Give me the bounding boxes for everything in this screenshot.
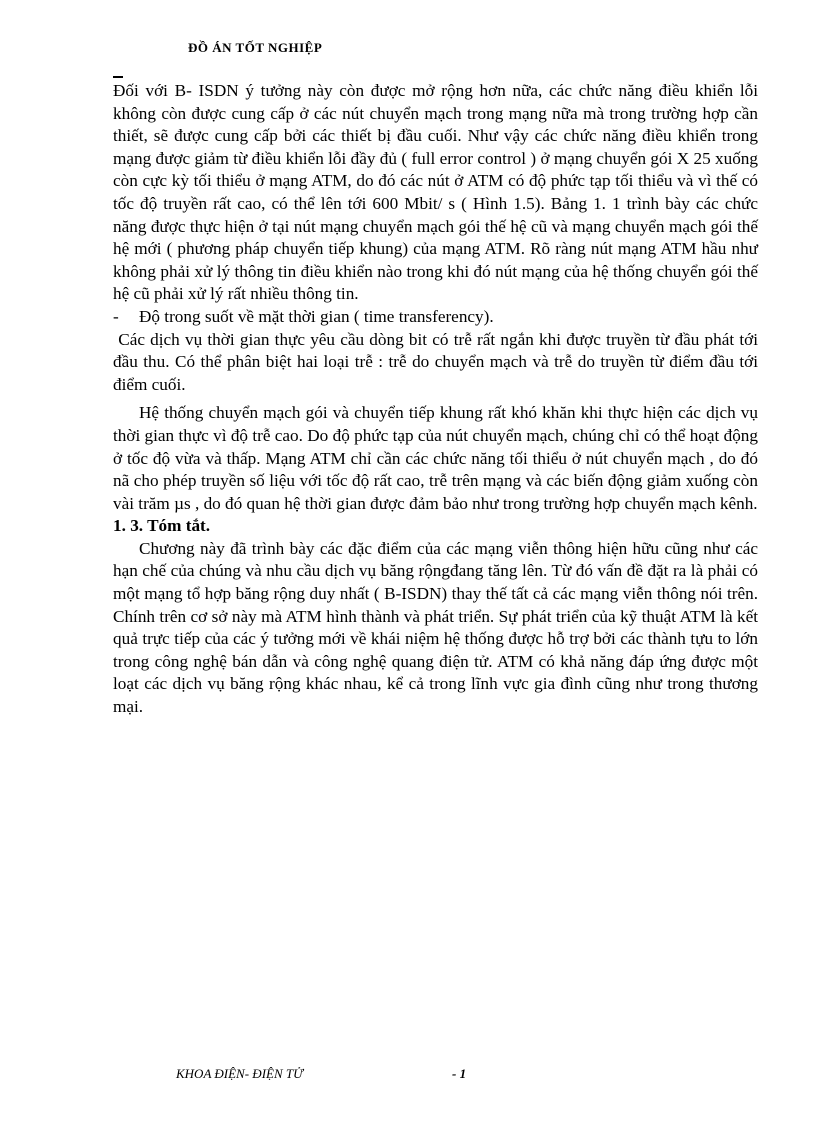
footer-page-number: - 1	[452, 1066, 467, 1081]
document-body	[113, 80, 763, 719]
footer-department: KHOA ĐIỆN- ĐIỆN TỬ	[176, 1066, 303, 1081]
bullet-item	[113, 306, 758, 329]
paragraph-2: Các dịch vụ thời gian thực yêu cầu dòng bit có trễ rất ngắn khi được truyền từ đầu phát tới đầu thu. Có thể phân biệt hai loại trễ : trễ do chuyển mạch và trễ do truyền từ điểm đầu tới điểm cuối.	[113, 329, 763, 394]
page-header-title: ĐỒ ÁN TỐT NGHIỆP	[188, 40, 323, 55]
bullet-text: Độ trong suốt về mặt thời gian ( time transferency).	[139, 306, 494, 326]
paragraph-1: Đối với B- ISDN ý tưởng này còn được mở rộng hơn nữa, các chức năng điều khiển lỗi không còn được cung cấp ở các nút chuyển mạch trong mạng nữa mà trong trường hợp cần thiết, sẽ được cung cấp bởi các thiết bị đầu cuối. Như vậy các chức năng điều khiển trong mạng được giảm từ điều khiển lỗi đầy đủ ( full error control ) ở mạng chuyển gói X 25 xuống còn cực kỳ tối thiểu ở mạng ATM, do đó các nút ở ATM có độ phức tạp tối thiểu và vì thế có tốc độ truyền rất cao, có thể lên tới 600 Mbit/ s ( Hình 1.5). Bảng 1. 1 trình bày các chức năng được thực hiện ở tại nút mạng chuyển mạch gói thế hệ cũ và mạng chuyển mạch gói thế hệ mới ( phương pháp chuyển tiếp khung) của mạng ATM. Rõ ràng nút mạng ATM hầu như không phải xử lý thông tin điều khiển nào trong khi đó nút mạng của hệ thống chuyển gói thế hệ cũ phải xử lý rất nhiều thông tin.	[113, 81, 758, 304]
bullet-dash: -	[113, 306, 119, 326]
paragraph-3: Hệ thống chuyển mạch gói và chuyển tiếp khung rất khó khăn khi thực hiện các dịch vụ thời gian thực vì độ trễ cao. Do độ phức tạp của nút chuyển mạch, chúng chỉ có thể hoạt động ở tốc độ vừa và thấp. Mạng ATM chỉ cần các chức năng tối thiểu ở nút chuyển mạch , do đó nã cho phép truyền số liệu với tốc độ rất cao, trễ trên mạng và các biến động giảm xuống còn vài trăm µs , do đó quan hệ thời gian được đảm bảo như trong trường hợp chuyển mạch kênh.	[113, 403, 758, 513]
section-heading: 1. 3. Tóm tắt.	[113, 516, 211, 536]
paragraph-4: Chương này đã trình bày các đặc điểm của các mạng viễn thông hiện hữu cũng như các hạn chế của chúng và nhu cầu dịch vụ băng rộngđang tăng lên. Từ đó vấn đề đặt ra là phải có một mạng tổ hợp băng rộng duy nhất ( B-ISDN) thay thế tất cả các mạng viễn thông nói trên. Chính trên cơ sở này mà ATM hình thành và phát triển. Sự phát triển của kỹ thuật ATM là kết quả trực tiếp của các ý tưởng mới về khái niệm hệ thống được hỗ trợ bởi các thành tựu to lớn trong công nghệ bán dẫn và công nghệ quang điện tử. ATM có khả năng đáp ứng được một loạt các dịch vụ băng rộng khác nhau, kể cả trong lĩnh vực gia đình cũng như trong thương mại.	[113, 538, 758, 717]
header-rule	[113, 76, 123, 78]
